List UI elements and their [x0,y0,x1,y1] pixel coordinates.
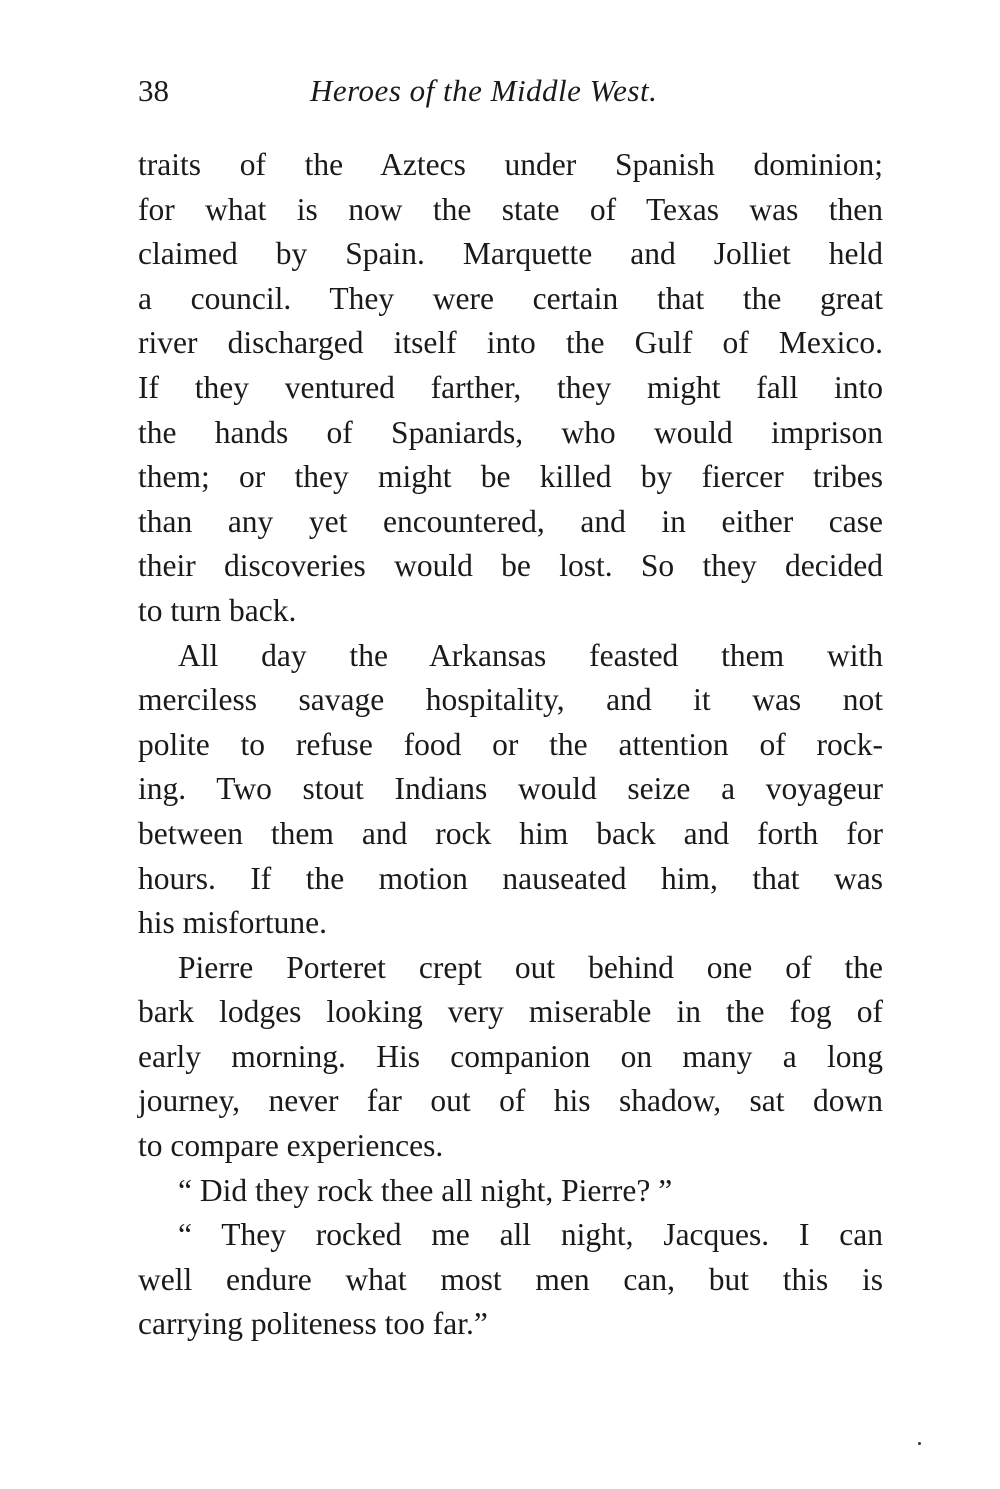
text-line: to compare experiences. [138,1128,444,1164]
text-line: well endure what most men can, but this is [138,1261,883,1297]
text-line: the hands of Spaniards, who would imprison [138,414,883,450]
text-line: hours. If the motion nauseated him, that was [138,860,883,896]
text-line: “ They rocked me all night, Jacques. I can [178,1217,883,1253]
paragraph [138,143,883,634]
text-line: early morning. His companion on many a long [138,1038,883,1074]
text-line: his misfortune. [138,905,327,941]
scan-speck [918,1442,921,1445]
text-line: a council. They were certain that the great [138,280,883,316]
text-line: merciless savage hospitality, and it was not [138,682,883,718]
text-line: Pierre Porteret crept out behind one of the [178,949,883,985]
text-line: river discharged itself into the Gulf of Mexico. [138,325,883,361]
text-line: ing. Two stout Indians would seize a voyageur [138,771,883,807]
paragraph [138,1169,883,1214]
text-line: them; or they might be killed by fiercer tribes [138,459,883,495]
text-line: claimed by Spain. Marquette and Jolliet held [138,236,883,272]
text-line: traits of the Aztecs under Spanish dominion; [138,147,883,182]
text-line: between them and rock him back and forth for [138,815,883,851]
body-text [138,143,883,1347]
text-line: “ Did they rock thee all night, Pierre? ” [178,1172,673,1208]
page-number: 38 [138,73,169,108]
text-line: bark lodges looking very miserable in the fog of [138,994,883,1030]
text-line: carrying politeness too far.” [138,1306,488,1342]
text-line: their discoveries would be lost. So they decided [138,548,883,584]
text-line: for what is now the state of Texas was then [138,191,883,227]
text-line: polite to refuse food or the attention of rock- [138,726,883,762]
text-line: to turn back. [138,592,297,628]
text-line: If they ventured farther, they might fall into [138,369,883,405]
running-title: Heroes of the Middle West. [310,73,658,108]
text-line: journey, never far out of his shadow, sat down [138,1083,883,1119]
text-line: than any yet encountered, and in either case [138,503,883,539]
paragraph [138,1213,883,1347]
paragraph [138,634,883,946]
running-head [138,66,883,116]
text-line: All day the Arkansas feasted them with [178,637,883,673]
paragraph [138,946,883,1169]
